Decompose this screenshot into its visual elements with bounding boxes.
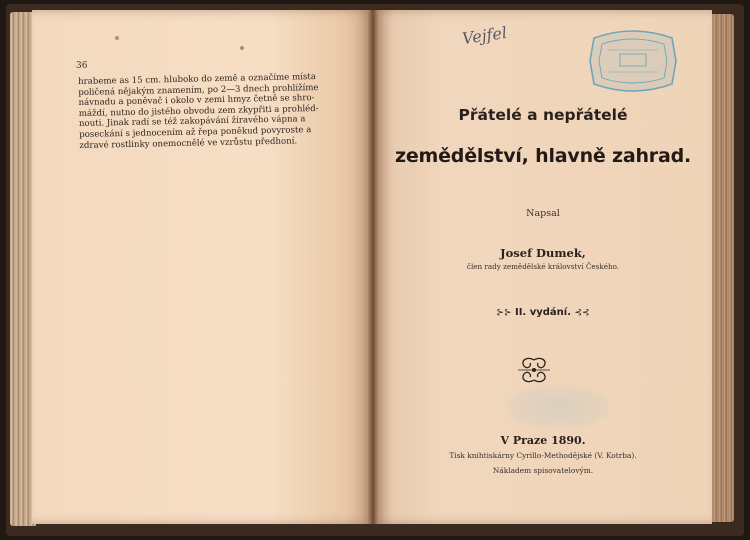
- text-line: zdravé rostlinky onemocnělé ve vzrůstu předhoní.: [79, 135, 298, 151]
- text-line: máždí, nutno do jistého obvodu zem zkypřiti a prohléd-: [78, 103, 319, 119]
- handwritten-signature: Vejfel: [460, 22, 509, 49]
- text-line: návnadu a poněvač i okolo v zemi hmyz četně se shro-: [78, 93, 315, 109]
- library-stamp-icon: [584, 28, 682, 94]
- faded-stamp-mark: [506, 384, 610, 430]
- edition-line: [374, 307, 712, 318]
- text-line: poseckání s jednocením až řepa poněkud povyroste a: [79, 125, 312, 140]
- edition-ornament-right: ⊰⊰: [574, 308, 590, 318]
- author-intro: Napsal: [526, 208, 560, 219]
- edition-label: II. vydání.: [514, 307, 571, 318]
- floral-ornament-icon: [516, 356, 552, 384]
- author-role: člen rady zemědělské království Českého.: [466, 262, 620, 271]
- paper-spot: [240, 46, 244, 50]
- paper-spot: [115, 36, 119, 40]
- body-text: [78, 72, 329, 151]
- place-and-year: V Praze 1890.: [500, 434, 586, 447]
- author-name: Josef Dumek,: [500, 246, 586, 260]
- page-number: 36: [76, 61, 88, 71]
- title-line-2: zemědělství, hlavně zahrad.: [394, 145, 692, 167]
- text-line: nouti. Jinak radí se též zakopávání žíravého vápna a: [78, 114, 306, 130]
- printer-line: Tisk knihtiskárny Cyrillo-Methodějské (V. Kotrba).: [449, 451, 637, 460]
- publisher-line: Nákladem spisovatelovým.: [492, 466, 594, 475]
- text-line: hrabeme as 15 cm. hluboko do země a označíme místa: [78, 72, 317, 87]
- title-line-1: Přátelé a nepřátelé: [458, 106, 628, 124]
- text-line: poličená nějakým znamením, po 2—3 dnech prohlížíme: [78, 82, 319, 98]
- edition-ornament-left: ⊱⊱: [496, 308, 512, 318]
